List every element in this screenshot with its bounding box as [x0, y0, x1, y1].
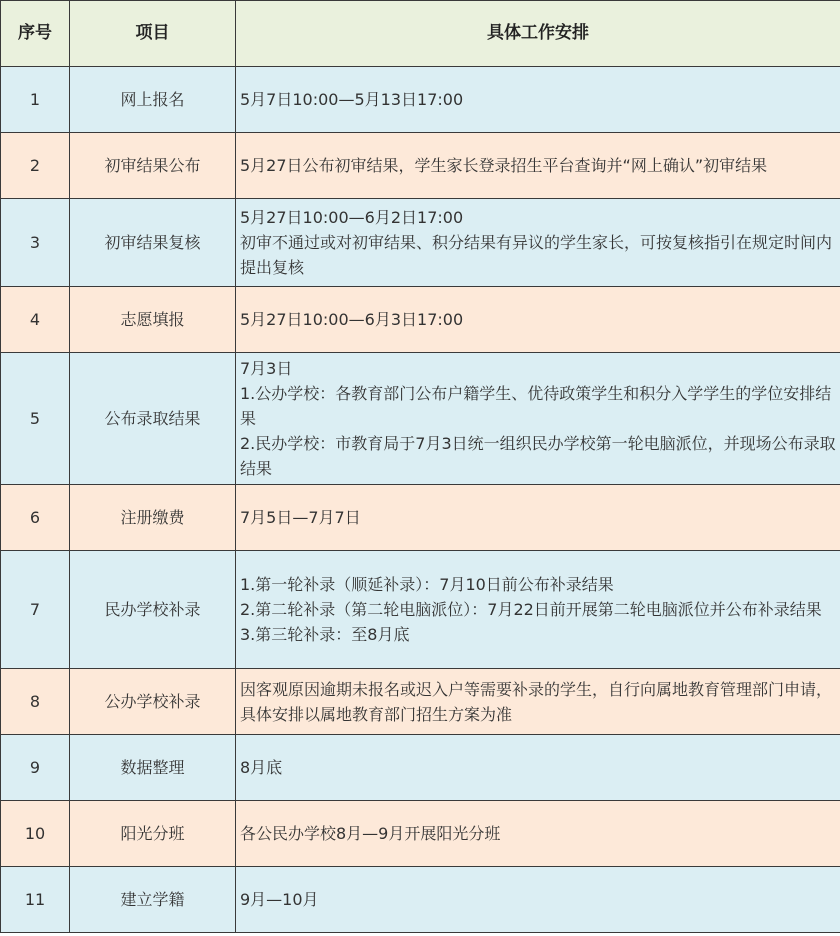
- table-row: [1, 353, 840, 485]
- row-detail: [236, 67, 840, 133]
- table-row: [1, 485, 840, 551]
- detail-line: 3.第三轮补录：至8月底: [240, 625, 410, 644]
- table-row: [1, 67, 840, 133]
- row-item: 建立学籍: [70, 867, 236, 933]
- header-item: 项目: [70, 1, 236, 67]
- row-detail: [236, 669, 840, 735]
- detail-line: 2.民办学校：市教育局于7月3日统一组织民办学校第一轮电脑派位，并现场公布录取结果: [240, 434, 836, 478]
- detail-line: 2.第二轮补录（第二轮电脑派位）：7月22日前开展第二轮电脑派位并公布补录结果: [240, 600, 822, 619]
- detail-line: 1.公办学校：各教育部门公布户籍学生、优待政策学生和积分入学学生的学位安排结果: [240, 384, 832, 428]
- detail-line: 5月27日10:00—6月3日17:00: [240, 310, 464, 329]
- table-row: [1, 133, 840, 199]
- row-number: 7: [1, 551, 70, 669]
- table-row: [1, 801, 840, 867]
- row-number: 10: [1, 801, 70, 867]
- table-row: [1, 199, 840, 287]
- row-item: 阳光分班: [70, 801, 236, 867]
- detail-line: 5月7日10:00—5月13日17:00: [240, 90, 464, 109]
- row-detail: [236, 867, 840, 933]
- row-detail: [236, 133, 840, 199]
- row-detail: [236, 199, 840, 287]
- row-number: 3: [1, 199, 70, 287]
- row-number: 1: [1, 67, 70, 133]
- row-detail: [236, 551, 840, 669]
- detail-line: 各公民办学校8月—9月开展阳光分班: [240, 824, 501, 843]
- table-row: [1, 287, 840, 353]
- row-item: 数据整理: [70, 735, 236, 801]
- row-detail: [236, 353, 840, 485]
- row-item: 民办学校补录: [70, 551, 236, 669]
- row-detail: [236, 287, 840, 353]
- row-item: 注册缴费: [70, 485, 236, 551]
- header-no: 序号: [1, 1, 70, 67]
- row-item: 公布录取结果: [70, 353, 236, 485]
- detail-line: 1.第一轮补录（顺延补录）：7月10日前公布补录结果: [240, 575, 614, 594]
- table-row: [1, 551, 840, 669]
- detail-line: 初审不通过或对初审结果、积分结果有异议的学生家长，可按复核指引在规定时间内提出复核: [240, 233, 833, 277]
- detail-line: 5月27日10:00—6月2日17:00: [240, 208, 464, 227]
- table-row: [1, 669, 840, 735]
- detail-line: 因客观原因逾期未报名或迟入户等需要补录的学生，自行向属地教育管理部门申请，具体安排以属地教育部门招生方案为准: [240, 679, 833, 724]
- table-row: [1, 867, 840, 933]
- row-detail: [236, 735, 840, 801]
- header-detail: 具体工作安排: [236, 1, 840, 67]
- row-detail: [236, 485, 840, 551]
- header-row: [1, 1, 840, 67]
- detail-line: 5月27日公布初审结果，学生家长登录招生平台查询并“网上确认”初审结果: [240, 156, 768, 175]
- row-number: 4: [1, 287, 70, 353]
- row-item: 志愿填报: [70, 287, 236, 353]
- detail-line: 7月3日: [240, 359, 293, 378]
- detail-line: 9月—10月: [240, 890, 319, 909]
- table-row: [1, 735, 840, 801]
- detail-line: 8月底: [240, 758, 283, 777]
- row-number: 5: [1, 353, 70, 485]
- row-item: 网上报名: [70, 67, 236, 133]
- row-detail: [236, 801, 840, 867]
- row-number: 8: [1, 669, 70, 735]
- row-item: 公办学校补录: [70, 669, 236, 735]
- row-number: 11: [1, 867, 70, 933]
- row-number: 2: [1, 133, 70, 199]
- row-number: 9: [1, 735, 70, 801]
- detail-line: 7月5日—7月7日: [240, 508, 361, 527]
- row-item: 初审结果复核: [70, 199, 236, 287]
- row-item: 初审结果公布: [70, 133, 236, 199]
- row-number: 6: [1, 485, 70, 551]
